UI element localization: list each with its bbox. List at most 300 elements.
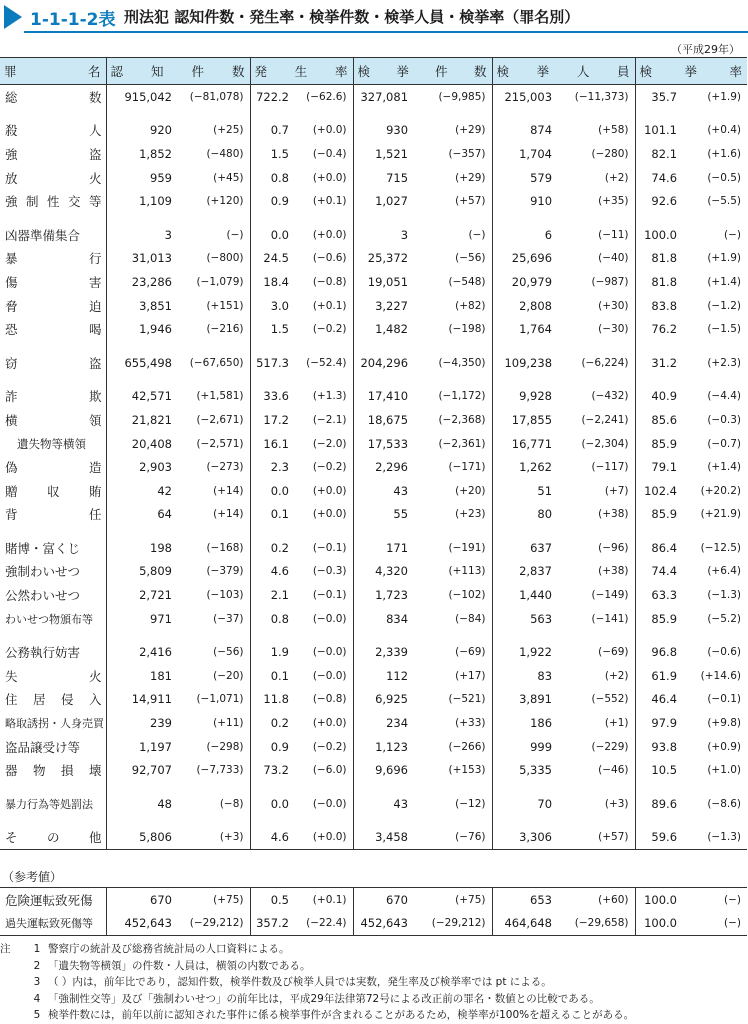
persons-diff-cell: (−46) <box>598 764 629 777</box>
spacer-cell <box>250 375 353 385</box>
rate-diff-cell: (+0.0) <box>312 484 347 497</box>
crime-name-cell <box>0 826 106 850</box>
persons-diff-cell: (−552) <box>591 693 629 706</box>
crime-name-cell <box>0 912 106 936</box>
table-row <box>0 583 747 607</box>
clearance-cell: 100.0 <box>635 223 683 247</box>
recognized-cell: 21,821 <box>106 408 178 432</box>
persons-cell: 2,837 <box>492 560 558 584</box>
persons-cell: 637 <box>492 536 558 560</box>
clearance-cell: 40.9 <box>635 385 683 409</box>
crime-name-part: 脅 <box>5 298 18 314</box>
rate-cell: 0.0 <box>250 792 295 816</box>
crime-name <box>5 273 106 291</box>
crime-name <box>5 761 106 779</box>
cleared-cell: 9,696 <box>353 758 414 782</box>
recognized-cell: 14,911 <box>106 688 178 712</box>
cleared-diff-cell: (+153) <box>448 764 486 777</box>
crime-name-part: 迫 <box>88 298 102 314</box>
crime-name-part: 遺失物等横領 <box>17 436 86 451</box>
title-triangle-icon <box>4 5 22 29</box>
recognized-diff-cell: (+3) <box>178 826 250 850</box>
crime-name-cell <box>0 479 106 503</box>
crime-name-part: 交 <box>67 194 81 210</box>
clearance-diff-cell: (+0.4) <box>707 124 742 137</box>
spacer-cell <box>0 782 106 792</box>
recognized-cell: 239 <box>106 711 178 735</box>
recognized-diff-cell: (+45) <box>213 171 244 184</box>
rate-diff-cell: (−52.4) <box>306 356 347 369</box>
crime-name-cell <box>0 607 106 631</box>
note-number: 1 <box>33 943 41 955</box>
spacer-cell <box>635 109 747 119</box>
persons-cell: 1,704 <box>492 142 558 166</box>
header-char: 検 <box>496 64 510 79</box>
clearance-diff-cell: (+1.4) <box>707 275 742 288</box>
recognized-cell: 42,571 <box>106 385 178 409</box>
spacer-cell <box>492 816 635 826</box>
note-prefix: 注 <box>0 943 11 955</box>
table-row <box>0 294 747 318</box>
persons-cell: 17,855 <box>492 408 558 432</box>
cleared-cell: 1,482 <box>353 317 414 341</box>
spacer-cell <box>250 213 353 223</box>
table-row <box>0 408 747 432</box>
crime-name-cell <box>0 317 106 341</box>
clearance-cell: 100.0 <box>635 888 683 912</box>
table-row <box>0 758 747 782</box>
cleared-cell: 670 <box>353 888 414 912</box>
clearance-cell: 31.2 <box>635 351 683 375</box>
table-row <box>0 119 747 143</box>
crime-name-part: 領 <box>88 412 102 428</box>
persons-cell: 5,335 <box>492 758 558 782</box>
header-char: 率 <box>729 64 743 79</box>
cleared-diff-cell: (−76) <box>414 826 492 850</box>
persons-diff-cell: (−117) <box>591 461 629 474</box>
spacer-cell <box>635 375 747 385</box>
clearance-diff-cell: (−0.6) <box>707 646 742 659</box>
row-spacer <box>0 526 747 536</box>
table-row <box>0 826 747 850</box>
crime-name-part: 公務執行妨害 <box>5 645 81 661</box>
table-row <box>0 711 747 735</box>
recognized-diff-cell: (−216) <box>206 323 244 336</box>
header-cleared <box>353 58 492 85</box>
spacer-cell <box>353 526 492 536</box>
persons-cell: 3,306 <box>492 826 558 850</box>
cleared-cell: 55 <box>353 503 414 527</box>
crime-name <box>5 354 106 372</box>
table-row <box>0 888 747 912</box>
table-row <box>0 432 747 456</box>
clearance-cell: 96.8 <box>635 640 683 664</box>
row-spacer <box>0 630 747 640</box>
recognized-diff-cell: (+14) <box>213 484 244 497</box>
cleared-cell: 834 <box>353 607 414 631</box>
note-number: 3 <box>33 976 41 988</box>
clearance-diff-cell: (+1.0) <box>707 764 742 777</box>
cleared-diff-cell: (−) <box>468 228 486 241</box>
recognized-cell: 31,013 <box>106 247 178 271</box>
crime-name-part: 性 <box>46 194 60 210</box>
table-row <box>0 455 747 479</box>
crime-name <box>5 458 106 476</box>
cleared-cell: 327,081 <box>353 85 414 109</box>
persons-cell: 80 <box>492 503 558 527</box>
persons-diff-cell: (−40) <box>598 252 629 265</box>
persons-diff-cell: (+30) <box>598 299 629 312</box>
crime-name-part: 盗 <box>88 355 102 371</box>
persons-cell: 910 <box>492 189 558 213</box>
crime-name-part: 収 <box>46 483 60 499</box>
crime-name-cell <box>0 711 106 735</box>
rate-cell: 24.5 <box>250 247 295 271</box>
crime-name-part: 凶器準備集合 <box>5 227 81 243</box>
crime-name-part: 人 <box>88 123 102 139</box>
spacer-cell <box>106 526 250 536</box>
clearance-diff-cell: (+9.8) <box>707 717 742 730</box>
spacer-cell <box>635 816 747 826</box>
clearance-diff-cell: (−1.3) <box>683 826 747 850</box>
persons-cell: 563 <box>492 607 558 631</box>
cleared-diff-cell: (−191) <box>448 541 486 554</box>
crime-name <box>5 192 106 210</box>
persons-cell: 1,440 <box>492 583 558 607</box>
crime-name-part: 贈 <box>5 483 18 499</box>
persons-cell: 999 <box>492 735 558 759</box>
rate-diff-cell: (−62.6) <box>306 90 347 103</box>
crime-name-cell <box>0 408 106 432</box>
clearance-diff-cell: (+1.9) <box>707 252 742 265</box>
clearance-diff-cell: (+1.9) <box>707 90 742 103</box>
rate-diff-cell: (−0.3) <box>312 565 347 578</box>
rate-cell: 0.2 <box>250 536 295 560</box>
spacer-cell <box>0 341 106 351</box>
persons-cell: 2,808 <box>492 294 558 318</box>
rate-cell: 2.3 <box>250 455 295 479</box>
spacer-cell <box>106 375 250 385</box>
crime-name-part: 数 <box>88 89 102 105</box>
crime-name-part: 等 <box>88 194 102 210</box>
crime-name-part: 暴力行為等処罰法 <box>5 797 93 811</box>
rate-cell: 0.7 <box>250 119 295 143</box>
clearance-cell: 46.4 <box>635 688 683 712</box>
clearance-diff-cell: (+6.4) <box>707 565 742 578</box>
persons-diff-cell: (−11) <box>598 228 629 241</box>
clearance-cell: 82.1 <box>635 142 683 166</box>
clearance-cell: 85.6 <box>635 408 683 432</box>
crime-name <box>5 562 106 580</box>
cleared-cell: 1,123 <box>353 735 414 759</box>
cleared-cell: 204,296 <box>353 351 414 375</box>
rate-diff-cell: (−22.4) <box>295 912 353 936</box>
crime-name-cell <box>0 270 106 294</box>
crime-name-cell <box>0 735 106 759</box>
rate-cell: 1.5 <box>250 317 295 341</box>
cleared-diff-cell: (−2,361) <box>438 437 486 450</box>
crime-name-part: 詐 <box>5 389 18 405</box>
clearance-diff-cell: (+20.2) <box>700 484 742 497</box>
crime-name <box>5 611 106 627</box>
persons-diff-cell: (+57) <box>558 826 635 850</box>
rate-cell: 0.8 <box>250 166 295 190</box>
cleared-diff-cell: (−29,212) <box>414 912 492 936</box>
cleared-cell: 112 <box>353 664 414 688</box>
crime-name-part: 損 <box>60 763 74 779</box>
rate-cell: 0.0 <box>250 223 295 247</box>
crime-name <box>5 715 106 731</box>
crime-name-part: 失 <box>5 668 18 684</box>
cleared-diff-cell: (+33) <box>455 717 486 730</box>
clearance-diff-cell: (−0.3) <box>707 413 742 426</box>
clearance-diff-cell: (+14.6) <box>700 669 742 682</box>
cleared-diff-cell: (−56) <box>455 252 486 265</box>
clearance-cell: 93.8 <box>635 735 683 759</box>
persons-diff-cell: (+2) <box>604 669 629 682</box>
rate-diff-cell: (+0.0) <box>312 717 347 730</box>
cleared-cell: 715 <box>353 166 414 190</box>
clearance-diff-cell: (+0.9) <box>707 740 742 753</box>
cleared-cell: 3,227 <box>353 294 414 318</box>
persons-diff-cell: (−6,224) <box>581 356 629 369</box>
rate-diff-cell: (−2.1) <box>312 413 347 426</box>
header-char: 挙 <box>536 64 550 79</box>
rate-cell: 18.4 <box>250 270 295 294</box>
crime-name-cell <box>0 455 106 479</box>
header-clearance-rate <box>635 58 747 85</box>
cleared-diff-cell: (+23) <box>455 508 486 521</box>
spacer-cell <box>353 782 492 792</box>
persons-diff-cell: (−141) <box>591 612 629 625</box>
spacer-cell <box>635 213 747 223</box>
persons-diff-cell: (−30) <box>598 323 629 336</box>
note-prefix <box>0 974 26 991</box>
cleared-diff-cell: (−102) <box>448 589 486 602</box>
persons-diff-cell: (−2,304) <box>581 437 629 450</box>
persons-cell: 20,979 <box>492 270 558 294</box>
crime-name-part: 過失運転致死傷等 <box>5 917 93 931</box>
rate-cell: 33.6 <box>250 385 295 409</box>
rate-diff-cell: (+0.1) <box>295 888 353 912</box>
clearance-diff-cell: (−1.5) <box>707 323 742 336</box>
spacer-cell <box>0 375 106 385</box>
header-char: 知 <box>150 64 164 79</box>
cleared-diff-cell: (+17) <box>455 669 486 682</box>
clearance-diff-cell: (+1.4) <box>707 461 742 474</box>
recognized-cell: 670 <box>106 888 178 912</box>
crime-name-part: 器 <box>5 763 18 779</box>
rate-diff-cell: (+0.0) <box>312 228 347 241</box>
recognized-cell: 48 <box>106 792 178 816</box>
clearance-diff-cell: (−12.5) <box>700 541 742 554</box>
header-char: 名 <box>87 64 101 79</box>
recognized-diff-cell: (−20) <box>213 669 244 682</box>
cleared-cell: 3,458 <box>353 826 414 850</box>
persons-diff-cell: (−2,241) <box>581 413 629 426</box>
persons-cell: 9,928 <box>492 385 558 409</box>
rate-diff-cell: (−0.0) <box>312 612 347 625</box>
rate-cell: 357.2 <box>250 912 295 936</box>
recognized-diff-cell: (−103) <box>206 589 244 602</box>
recognized-diff-cell: (−379) <box>206 565 244 578</box>
crime-name-part: 強制わいせつ <box>5 564 81 580</box>
header-char: 数 <box>474 64 487 79</box>
crime-name <box>5 145 106 163</box>
recognized-diff-cell: (−800) <box>206 252 244 265</box>
recognized-diff-cell: (−2,671) <box>196 413 244 426</box>
spacer-cell <box>635 526 747 536</box>
rate-cell: 722.2 <box>250 85 295 109</box>
recognized-cell: 2,903 <box>106 455 178 479</box>
cleared-diff-cell: (−548) <box>448 275 486 288</box>
cleared-cell: 4,320 <box>353 560 414 584</box>
cleared-diff-cell: (+57) <box>455 195 486 208</box>
row-spacer <box>0 341 747 351</box>
crime-name-cell <box>0 247 106 271</box>
clearance-cell: 83.8 <box>635 294 683 318</box>
crime-name <box>5 387 106 405</box>
table-row <box>0 247 747 271</box>
persons-cell: 1,922 <box>492 640 558 664</box>
clearance-diff-cell: (+21.9) <box>700 508 742 521</box>
note-number: 4 <box>33 992 41 1005</box>
crime-name-part: 制 <box>25 194 39 210</box>
cleared-cell: 1,521 <box>353 142 414 166</box>
rate-diff-cell: (−0.1) <box>312 541 347 554</box>
clearance-cell: 85.9 <box>635 432 683 456</box>
clearance-diff-cell: (−0.7) <box>707 437 742 450</box>
recognized-diff-cell: (−56) <box>213 646 244 659</box>
crime-statistics-table <box>0 57 747 850</box>
recognized-diff-cell: (−168) <box>206 541 244 554</box>
crime-name <box>5 505 106 523</box>
clearance-diff-cell: (+1.6) <box>707 147 742 160</box>
cleared-cell: 234 <box>353 711 414 735</box>
clearance-diff-cell: (−5.2) <box>707 612 742 625</box>
cleared-diff-cell: (+29) <box>455 124 486 137</box>
crime-name <box>5 121 106 139</box>
crime-name-cell <box>0 223 106 247</box>
crime-name-part: 住 <box>5 692 18 708</box>
crime-name-part: 放 <box>5 170 18 186</box>
recognized-cell: 452,643 <box>106 912 178 936</box>
spacer-cell <box>492 782 635 792</box>
note-number: 5 <box>33 1009 41 1021</box>
crime-name-cell <box>0 758 106 782</box>
recognized-diff-cell: (−1,079) <box>196 275 244 288</box>
recognized-cell: 3 <box>106 223 178 247</box>
crime-name-cell <box>0 142 106 166</box>
table-row <box>0 607 747 631</box>
spacer-cell <box>353 375 492 385</box>
rate-diff-cell: (−0.4) <box>312 147 347 160</box>
header-char: 挙 <box>396 64 409 79</box>
recognized-cell: 1,852 <box>106 142 178 166</box>
recognized-cell: 655,498 <box>106 351 178 375</box>
crime-name-cell <box>0 583 106 607</box>
row-spacer <box>0 782 747 792</box>
persons-diff-cell: (+3) <box>604 797 629 810</box>
crime-name-part: 傷 <box>5 274 18 290</box>
clearance-cell: 97.9 <box>635 711 683 735</box>
spacer-cell <box>492 526 635 536</box>
clearance-cell: 35.7 <box>635 85 683 109</box>
clearance-cell: 89.6 <box>635 792 683 816</box>
header-row <box>0 58 747 85</box>
persons-diff-cell: (−229) <box>591 740 629 753</box>
clearance-cell: 74.4 <box>635 560 683 584</box>
notes <box>0 941 634 1024</box>
clearance-cell: 76.2 <box>635 317 683 341</box>
clearance-cell: 63.3 <box>635 583 683 607</box>
row-spacer <box>0 213 747 223</box>
rate-cell: 11.8 <box>250 688 295 712</box>
table-row <box>0 223 747 247</box>
header-rate <box>250 58 353 85</box>
rate-diff-cell: (+0.0) <box>312 508 347 521</box>
cleared-cell: 43 <box>353 479 414 503</box>
header-char: 数 <box>231 64 245 79</box>
rate-diff-cell: (−0.2) <box>312 740 347 753</box>
table-title: 刑法犯 認知件数・発生率・検挙件数・検挙人員・検挙率（罪名別） <box>124 8 580 26</box>
table-row <box>0 270 747 294</box>
spacer-cell <box>353 109 492 119</box>
persons-diff-cell: (+35) <box>598 195 629 208</box>
clearance-diff-cell: (−0.1) <box>707 693 742 706</box>
recognized-diff-cell: (−29,212) <box>178 912 250 936</box>
table-row <box>0 189 747 213</box>
table-row <box>0 503 747 527</box>
spacer-cell <box>492 630 635 640</box>
recognized-diff-cell: (−1,071) <box>196 693 244 706</box>
crime-name-part: 盗 <box>88 146 102 162</box>
recognized-cell: 1,946 <box>106 317 178 341</box>
table-row <box>0 640 747 664</box>
rate-diff-cell: (+0.0) <box>312 124 347 137</box>
rate-diff-cell: (−0.6) <box>312 252 347 265</box>
recognized-diff-cell: (−7,733) <box>196 764 244 777</box>
recognized-cell: 20,408 <box>106 432 178 456</box>
recognized-cell: 5,806 <box>106 826 178 850</box>
crime-name <box>5 796 106 812</box>
clearance-cell: 81.8 <box>635 270 683 294</box>
header-recognized <box>106 58 250 85</box>
crime-name-cell <box>0 351 106 375</box>
cleared-cell: 25,372 <box>353 247 414 271</box>
rate-diff-cell: (−0.2) <box>312 323 347 336</box>
clearance-diff-cell: (−4.4) <box>707 390 742 403</box>
persons-cell: 215,003 <box>492 85 558 109</box>
crime-name-part: 侵 <box>60 692 74 708</box>
spacer-cell <box>0 630 106 640</box>
recognized-cell: 198 <box>106 536 178 560</box>
crime-name-part: 強 <box>5 146 18 162</box>
note-item <box>0 974 634 991</box>
crime-name-part: 横 <box>5 412 18 428</box>
reference-label: （参考値） <box>2 870 63 884</box>
crime-name-cell <box>0 664 106 688</box>
crime-name-part: 危険運転致死傷 <box>5 892 93 908</box>
persons-diff-cell: (+2) <box>604 171 629 184</box>
clearance-diff-cell: (−1.3) <box>707 589 742 602</box>
crime-name-cell <box>0 640 106 664</box>
cleared-diff-cell: (−12) <box>455 797 486 810</box>
rate-diff-cell: (−2.0) <box>312 437 347 450</box>
crime-name-part: 背 <box>5 507 18 523</box>
crime-name-cell <box>0 503 106 527</box>
crime-name-part: 他 <box>88 830 102 846</box>
